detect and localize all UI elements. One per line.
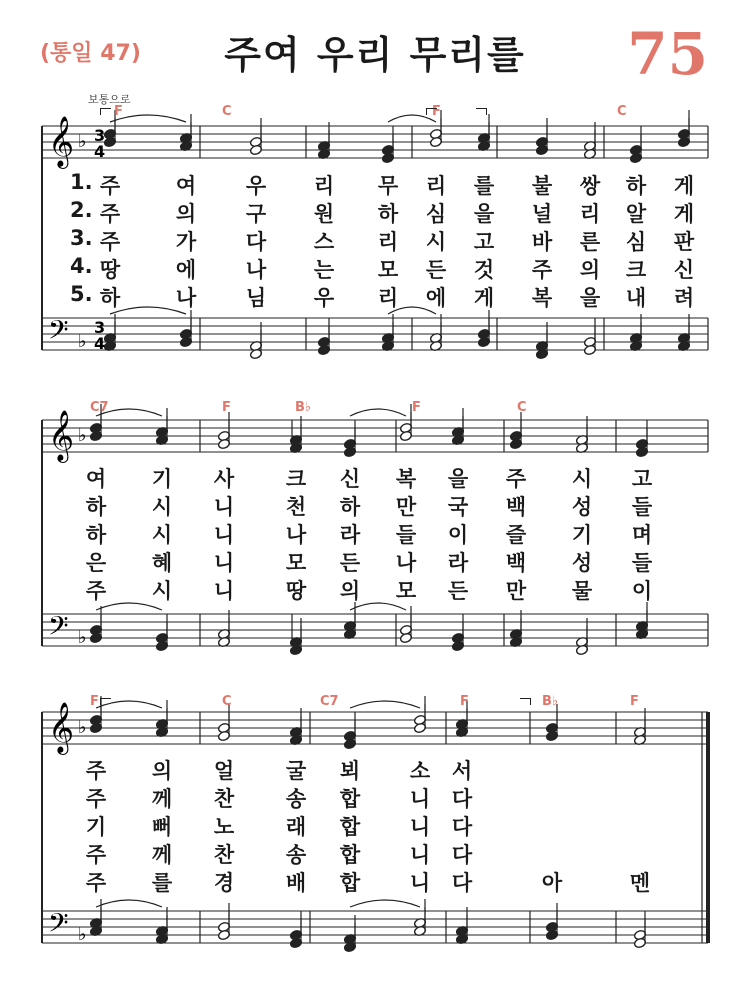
lyric-syllable: 가 — [175, 230, 197, 254]
repeat-bracket — [520, 698, 531, 705]
lyric-syllable: 든 — [339, 551, 361, 575]
chord-symbol: C7 — [320, 694, 339, 709]
lyric-syllable: 하 — [85, 495, 107, 519]
lyric-syllable: 에 — [425, 286, 447, 310]
lyric-syllable: 를 — [473, 174, 495, 198]
bass-time-signature-bottom: 4 — [94, 334, 106, 353]
lyric-syllable: 땅 — [99, 258, 121, 282]
lyric-syllable: 모 — [285, 551, 307, 575]
bass-clef-icon: 𝄢 — [48, 907, 69, 945]
slur — [350, 701, 420, 708]
lyric-syllable: 찬 — [213, 843, 235, 867]
lyric-syllable: 심 — [425, 202, 447, 226]
lyric-syllable: 의 — [579, 258, 601, 282]
lyric-syllable: 주 — [531, 258, 553, 282]
treble-clef-icon: 𝄞 — [48, 410, 75, 461]
lyric-syllable: 사 — [213, 467, 235, 491]
lyric-syllable: 게 — [673, 174, 695, 198]
lyric-syllable: 알 — [625, 202, 647, 226]
lyric-syllable: 나 — [175, 286, 197, 310]
lyric-syllable: 뵈 — [339, 759, 361, 783]
lyric-syllable: 송 — [285, 787, 307, 811]
lyric-syllable: 시 — [571, 467, 593, 491]
lyric-syllable: 라 — [447, 551, 469, 575]
lyric-syllable: 나 — [395, 551, 417, 575]
lyric-syllable: 들 — [631, 495, 653, 519]
bass-flat-icon: ♭ — [78, 331, 87, 352]
lyric-syllable: 다 — [245, 230, 267, 254]
lyric-syllable: 물 — [571, 579, 593, 603]
treble-time-signature-bottom: 4 — [94, 142, 106, 161]
lyric-syllable: 리 — [579, 202, 601, 226]
lyric-syllable: 천 — [285, 495, 307, 519]
lyric-syllable: 노 — [213, 815, 235, 839]
lyric-syllable: 래 — [285, 815, 307, 839]
chord-symbol: C7 — [90, 400, 109, 415]
lyric-syllable: 혜 — [151, 551, 173, 575]
lyric-syllable: 의 — [151, 759, 173, 783]
lyric-syllable: 모 — [395, 579, 417, 603]
lyric-syllable: 니 — [409, 787, 431, 811]
lyric-syllable: 하 — [99, 286, 121, 310]
hymn-title: 주여 우리 무리를 — [224, 33, 526, 77]
lyric-syllable: 송 — [285, 843, 307, 867]
lyric-syllable: 다 — [451, 871, 473, 895]
lyric-syllable: 시 — [151, 523, 173, 547]
lyric-syllable: 니 — [409, 871, 431, 895]
system-2-bass-staff — [42, 602, 708, 656]
lyric-syllable: 리 — [377, 286, 399, 310]
lyric-syllable: 니 — [409, 815, 431, 839]
lyric-syllable: 니 — [213, 523, 235, 547]
lyric-syllable: 주 — [99, 230, 121, 254]
lyric-syllable: 하 — [339, 495, 361, 519]
lyric-syllable: 스 — [313, 230, 335, 254]
system-3-bass-staff — [42, 899, 708, 953]
lyric-syllable: 합 — [339, 871, 361, 895]
lyric-syllable: 불 — [531, 174, 553, 198]
lyric-syllable: 든 — [447, 579, 469, 603]
lyric-syllable: 려 — [673, 286, 695, 310]
repeat-bracket — [100, 698, 111, 705]
lyric-syllable: 아 — [541, 871, 563, 895]
repeat-bracket — [100, 108, 111, 115]
lyric-syllable: 게 — [473, 286, 495, 310]
lyric-syllable: 을 — [579, 286, 601, 310]
lyric-syllable: 합 — [339, 815, 361, 839]
lyric-line — [0, 547, 750, 575]
lyric-line — [0, 867, 750, 895]
treble-clef-icon: 𝄞 — [48, 116, 75, 167]
lyric-syllable: 하 — [377, 202, 399, 226]
lyric-syllable: 찬 — [213, 787, 235, 811]
treble-flat-icon: ♭ — [78, 425, 87, 446]
lyric-syllable: 다 — [451, 815, 473, 839]
lyric-syllable: 서 — [451, 759, 473, 783]
repeat-bracket — [426, 108, 437, 115]
lyric-syllable: 백 — [505, 495, 527, 519]
lyric-syllable: 기 — [571, 523, 593, 547]
lyric-syllable: 든 — [425, 258, 447, 282]
lyric-syllable: 주 — [85, 759, 107, 783]
lyric-syllable: 께 — [151, 787, 173, 811]
lyric-syllable: 리 — [425, 174, 447, 198]
lyric-syllable: 복 — [395, 467, 417, 491]
chord-symbol: F — [114, 104, 123, 119]
lyric-line — [0, 575, 750, 603]
system-1-treble-staff — [42, 110, 708, 164]
lyric-syllable: 복 — [531, 286, 553, 310]
lyric-syllable: 주 — [85, 787, 107, 811]
lyric-syllable: 다 — [451, 787, 473, 811]
verse-number: 3. — [70, 226, 93, 250]
lyric-syllable: 기 — [85, 815, 107, 839]
lyric-syllable: 에 — [175, 258, 197, 282]
lyric-syllable: 합 — [339, 787, 361, 811]
lyric-syllable: 라 — [339, 523, 361, 547]
lyric-syllable: 을 — [473, 202, 495, 226]
lyric-syllable: 이 — [631, 579, 653, 603]
lyric-syllable: 합 — [339, 843, 361, 867]
lyric-syllable: 판 — [673, 230, 695, 254]
lyric-syllable: 른 — [579, 230, 601, 254]
lyric-syllable: 배 — [285, 871, 307, 895]
lyric-syllable: 다 — [451, 843, 473, 867]
lyric-syllable: 들 — [631, 551, 653, 575]
lyric-syllable: 만 — [505, 579, 527, 603]
lyric-syllable: 시 — [151, 579, 173, 603]
chord-symbol: F — [460, 694, 469, 709]
lyric-line — [0, 198, 750, 226]
lyric-syllable: 하 — [85, 523, 107, 547]
system-1-bass-staff — [42, 310, 708, 360]
lyric-syllable: 을 — [447, 467, 469, 491]
lyric-syllable: 리 — [377, 230, 399, 254]
lyric-syllable: 모 — [377, 258, 399, 282]
lyric-syllable: 여 — [175, 174, 197, 198]
lyric-syllable: 굴 — [285, 759, 307, 783]
bass-flat-icon: ♭ — [78, 924, 87, 945]
lyric-syllable: 경 — [213, 871, 235, 895]
lyric-syllable: 여 — [85, 467, 107, 491]
lyric-syllable: 무 — [377, 174, 399, 198]
treble-time-signature-top: 3 — [94, 126, 106, 145]
chord-symbol: C — [617, 104, 627, 119]
verse-number: 2. — [70, 198, 93, 222]
lyric-syllable: 주 — [99, 202, 121, 226]
bass-clef-icon: 𝄢 — [48, 610, 69, 648]
lyric-syllable: 크 — [625, 258, 647, 282]
lyric-line — [0, 839, 750, 867]
slur — [96, 900, 162, 907]
lyric-syllable: 시 — [425, 230, 447, 254]
lyric-syllable: 게 — [673, 202, 695, 226]
lyric-line — [0, 254, 750, 282]
lyric-syllable: 고 — [473, 230, 495, 254]
chord-symbol: F — [432, 104, 441, 119]
lyric-syllable: 바 — [531, 230, 553, 254]
lyric-syllable: 나 — [285, 523, 307, 547]
chord-symbol: B♭ — [295, 400, 312, 415]
lyric-syllable: 만 — [395, 495, 417, 519]
lyric-syllable: 크 — [285, 467, 307, 491]
lyric-syllable: 얼 — [213, 759, 235, 783]
lyric-syllable: 구 — [245, 202, 267, 226]
hymn-number: 75 — [627, 20, 708, 88]
lyric-syllable: 의 — [175, 202, 197, 226]
lyric-line — [0, 755, 750, 783]
lyric-syllable: 께 — [151, 843, 173, 867]
lyric-syllable: 것 — [473, 258, 495, 282]
chord-symbol: F — [222, 400, 231, 415]
lyric-line — [0, 491, 750, 519]
lyric-syllable: 니 — [213, 495, 235, 519]
chord-symbol: C — [517, 400, 527, 415]
lyric-line — [0, 519, 750, 547]
lyric-line — [0, 811, 750, 839]
chord-symbol: F — [90, 694, 99, 709]
slur — [350, 900, 420, 907]
lyric-syllable: 은 — [85, 551, 107, 575]
chord-symbol: F — [412, 400, 421, 415]
hymn-reference: (통일 47) — [40, 41, 141, 66]
lyric-syllable: 나 — [245, 258, 267, 282]
lyric-syllable: 주 — [505, 467, 527, 491]
bass-flat-icon: ♭ — [78, 627, 87, 648]
lyric-syllable: 국 — [447, 495, 469, 519]
lyric-syllable: 신 — [339, 467, 361, 491]
lyric-syllable: 뻐 — [151, 815, 173, 839]
repeat-bracket — [476, 108, 487, 115]
lyric-syllable: 땅 — [285, 579, 307, 603]
lyric-syllable: 기 — [151, 467, 173, 491]
verse-number: 5. — [70, 282, 93, 306]
chord-symbol: C — [222, 694, 232, 709]
lyric-line — [0, 226, 750, 254]
lyric-syllable: 주 — [85, 579, 107, 603]
lyric-line — [0, 463, 750, 491]
lyric-syllable: 의 — [339, 579, 361, 603]
bass-time-signature-top: 3 — [94, 318, 106, 337]
lyric-syllable: 소 — [409, 759, 431, 783]
lyric-line — [0, 783, 750, 811]
lyric-syllable: 우 — [313, 286, 335, 310]
system-3-treble-staff — [42, 696, 708, 750]
lyric-syllable: 즐 — [505, 523, 527, 547]
lyric-syllable: 신 — [673, 258, 695, 282]
lyric-syllable: 며 — [631, 523, 653, 547]
bass-clef-icon: 𝄢 — [48, 314, 69, 352]
lyric-line — [0, 170, 750, 198]
lyric-syllable: 쌍 — [579, 174, 601, 198]
lyric-syllable: 를 — [151, 871, 173, 895]
treble-clef-icon: 𝄞 — [48, 702, 75, 753]
lyric-syllable: 주 — [85, 843, 107, 867]
chord-symbol: C — [222, 104, 232, 119]
lyric-syllable: 널 — [531, 202, 553, 226]
treble-flat-icon: ♭ — [78, 717, 87, 738]
chord-symbol: B♭ — [542, 694, 559, 709]
lyric-syllable: 고 — [631, 467, 653, 491]
lyric-syllable: 하 — [625, 174, 647, 198]
lyric-syllable: 백 — [505, 551, 527, 575]
lyric-line — [0, 282, 750, 310]
lyric-syllable: 니 — [213, 551, 235, 575]
lyric-syllable: 는 — [313, 258, 335, 282]
slur — [350, 409, 406, 416]
lyric-syllable: 성 — [571, 495, 593, 519]
lyric-syllable: 내 — [625, 286, 647, 310]
lyric-syllable: 성 — [571, 551, 593, 575]
lyric-syllable: 리 — [313, 174, 335, 198]
verse-number: 1. — [70, 170, 93, 194]
lyric-syllable: 니 — [213, 579, 235, 603]
verse-number: 4. — [70, 254, 93, 278]
chord-symbol: F — [630, 694, 639, 709]
treble-flat-icon: ♭ — [78, 131, 87, 152]
lyric-syllable: 주 — [99, 174, 121, 198]
slur — [388, 115, 436, 122]
system-2-treble-staff — [42, 404, 708, 458]
lyric-syllable: 주 — [85, 871, 107, 895]
lyric-syllable: 이 — [447, 523, 469, 547]
lyric-syllable: 니 — [409, 843, 431, 867]
lyric-syllable: 시 — [151, 495, 173, 519]
lyric-syllable: 심 — [625, 230, 647, 254]
lyric-syllable: 우 — [245, 174, 267, 198]
tempo-marking: 보통으로 — [88, 93, 131, 106]
lyric-syllable: 님 — [245, 286, 267, 310]
lyric-syllable: 원 — [313, 202, 335, 226]
lyric-syllable: 들 — [395, 523, 417, 547]
lyric-syllable: 멘 — [629, 871, 651, 895]
